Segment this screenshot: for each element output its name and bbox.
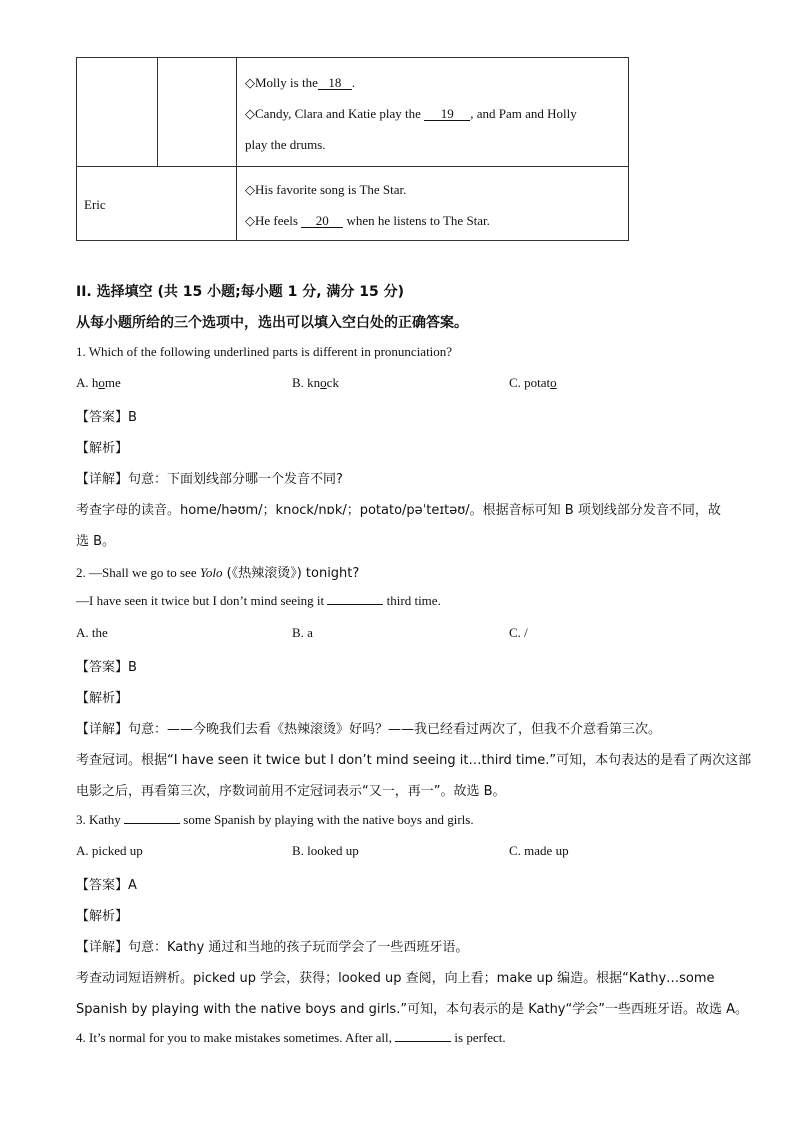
question-stem: 2. —Shall we go to see Yolo (《热辣滚烫》) tonight? [76,565,360,581]
blank-18: 18 [318,76,352,90]
answer-blank [124,823,180,824]
section-instruction: 从每小题所给的三个选项中，选出可以填入空白处的正确答案。 [76,315,468,331]
answer-label: 【答案】B [76,660,137,675]
question-stem: 1. Which of the following underlined parts is different in pronunciation? [76,344,453,359]
analysis-label: 【解析】 [76,691,129,706]
option-a: A. home [76,375,121,390]
table-divider [236,57,237,241]
question-stem: 4. It’s normal for you to make mistakes sometimes. After all, is perfect. [76,1030,506,1045]
option-c: C. made up [509,843,569,858]
detail-text: 【详解】句意：下面划线部分哪一个发音不同? [76,472,343,487]
explanation-text: 考查冠词。根据“I have seen it twice but I don’t mind seeing it…third time.”可知，本句表达的是看了两次这部 [76,753,752,768]
table-row1-line2: ◇Candy, Clara and Katie play the 19 , and Pam and Holly [245,106,577,121]
option-a: A. picked up [76,843,143,858]
analysis-label: 【解析】 [76,909,129,924]
table-row1-line1: ◇Molly is the 18 . [245,75,356,90]
table-row1-line3: play the drums. [245,137,326,152]
table-row2-name: Eric [84,197,106,212]
detail-text: 【详解】句意：Kathy 通过和当地的孩子玩而学会了一些西班牙语。 [76,940,469,955]
blank-19: 19 [424,107,470,121]
explanation-text: 考查字母的读音。home/həʊm/；knock/nɒk/；potato/pəˈteɪtəʊ/。根据音标可知 B 项划线部分发音不同，故 [76,503,721,518]
option-c: C. / [509,625,528,640]
explanation-text: 电影之后，再看第三次，序数词前用不定冠词表示“又一，再一”。故选 B。 [76,784,506,799]
detail-text: 【详解】句意：——今晚我们去看《热辣滚烫》好吗？——我已经看过两次了，但我不介意看第三次。 [76,722,662,737]
answer-blank [327,604,383,605]
explanation-text: 选 B。 [76,534,116,549]
analysis-label: 【解析】 [76,441,129,456]
blank-20: 20 [301,214,343,228]
explanation-text: 考查动词短语辨析。picked up 学会，获得；looked up 查阅，向上看；make up 编造。根据“Kathy…some [76,971,715,986]
section-title: II. 选择填空 (共 15 小题;每小题 1 分, 满分 15 分) [76,284,405,300]
option-c: C. potato [509,375,557,390]
answer-label: 【答案】B [76,410,137,425]
table-divider [157,57,158,167]
option-b: B. knock [292,375,339,390]
explanation-text: Spanish by playing with the native boys and girls.”可知，本句表示的是 Kathy“学会”一些西班牙语。故选 A。 [76,1002,748,1017]
question-line: —I have seen it twice but I don’t mind seeing it third time. [76,593,441,608]
table-divider [76,166,629,167]
table-row2-line1: ◇His favorite song is The Star. [245,182,407,197]
table-row2-line2: ◇He feels 20 when he listens to The Star. [245,213,490,228]
answer-blank [395,1041,451,1042]
option-b: B. looked up [292,843,359,858]
option-a: A. the [76,625,108,640]
answer-label: 【答案】A [76,878,137,893]
question-stem: 3. Kathy some Spanish by playing with the native boys and girls. [76,812,474,827]
option-b: B. a [292,625,313,640]
